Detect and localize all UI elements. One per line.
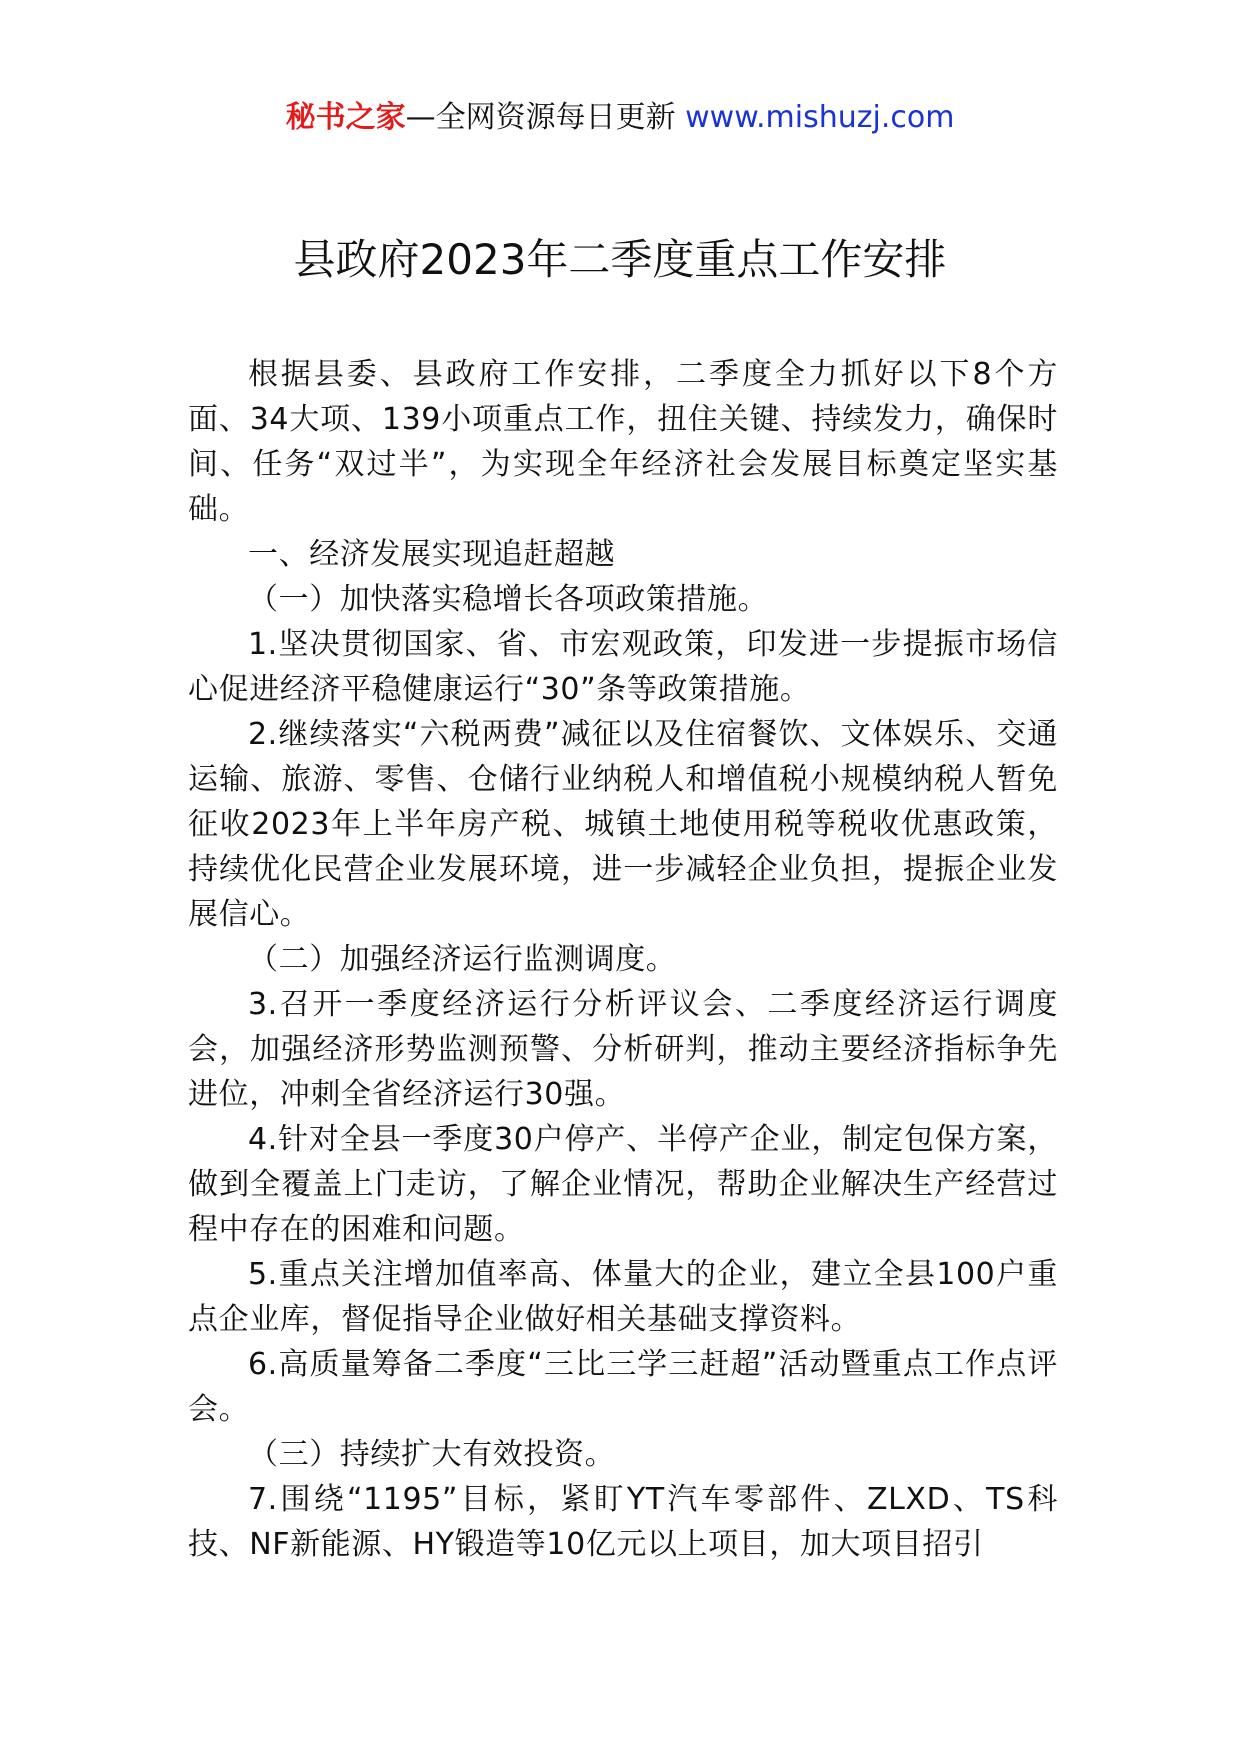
site-banner [0, 98, 1240, 138]
subsection-heading: （二）加强经济运行监测调度。 [248, 942, 677, 977]
banner-slogan: —全网资源每日更新 [405, 100, 676, 135]
brand-name: 秘书之家 [285, 100, 406, 135]
item-paragraph: 5.重点关注增加值率高、体量大的企业，建立全县100户重点企业库，督促指导企业做好相关基础支撑资料。 [188, 1257, 1058, 1337]
item-paragraph: 6.高质量筹备二季度“三比三学三赶超”活动暨重点工作点评会。 [188, 1347, 1058, 1427]
item-paragraph: 7.围绕“1195”目标，紧盯YT汽车零部件、ZLXD、TS科技、NF新能源、HY锻造等10亿元以上项目，加大项目招引 [188, 1482, 1058, 1562]
section-heading: 一、经济发展实现追赶超越 [248, 537, 616, 572]
subsection-heading: （一）加快落实稳增长各项政策措施。 [248, 582, 769, 617]
document-title: 县政府2023年二季度重点工作安排 [293, 235, 947, 284]
subsection-heading: （三）持续扩大有效投资。 [248, 1437, 616, 1472]
intro-paragraph: 根据县委、县政府工作安排，二季度全力抓好以下8个方面、34大项、139小项重点工作，扭住关键、持续发力，确保时间、任务“双过半”，为实现全年经济社会发展目标奠定坚实基础。 [188, 357, 1058, 527]
item-paragraph: 1.坚决贯彻国家、省、市宏观政策，印发进一步提振市场信心促进经济平稳健康运行“30”条等政策措施。 [188, 627, 1058, 707]
document-body [188, 352, 1058, 1567]
item-paragraph: 3.召开一季度经济运行分析评议会、二季度经济运行调度会，加强经济形势监测预警、分析研判，推动主要经济指标争先进位，冲刺全省经济运行30强。 [188, 987, 1058, 1112]
site-url-link[interactable]: www.mishuzj.com [685, 100, 955, 135]
item-paragraph: 2.继续落实“六税两费”减征以及住宿餐饮、文体娱乐、交通运输、旅游、零售、仓储行业纳税人和增值税小规模纳税人暂免征收2023年上半年房产税、城镇土地使用税等税收优惠政策，持续优化民营企业发展环境，进一步减轻企业负担，提振企业发展信心。 [188, 717, 1058, 932]
item-paragraph: 4.针对全县一季度30户停产、半停产企业，制定包保方案，做到全覆盖上门走访，了解企业情况，帮助企业解决生产经营过程中存在的困难和问题。 [188, 1122, 1058, 1247]
